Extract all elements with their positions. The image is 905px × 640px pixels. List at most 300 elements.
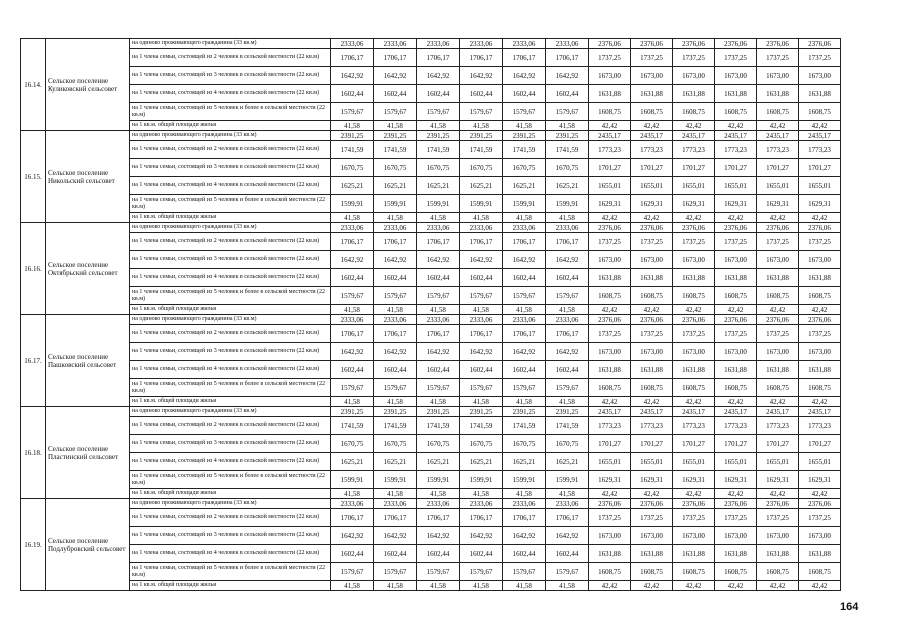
table-row [21,435,841,453]
value-cell: 1673,00 [715,251,757,269]
value-cell: 2376,06 [589,499,631,509]
value-cell: 42,42 [589,121,631,131]
table-row [21,85,841,103]
value-cell: 1579,67 [503,287,546,305]
value-cell: 1608,75 [799,287,841,305]
value-cell: 1655,01 [715,453,757,471]
value-cell: 2333,06 [331,223,374,233]
value-cell: 1631,88 [715,85,757,103]
value-cell: 1773,23 [799,141,841,159]
value-cell: 1629,31 [757,471,799,489]
value-cell: 1701,27 [631,159,673,177]
value-cell: 2333,06 [503,499,546,509]
value-cell: 1737,25 [673,509,715,527]
category-label: на 1 кв.м. общей площади жилья [130,489,331,499]
table-row [21,39,841,49]
value-cell: 1631,88 [799,545,841,563]
value-cell: 1579,67 [374,379,417,397]
category-label: на 1 члена семьи, состоящей из 3 человек в сельской местности (22 кв.м) [130,435,331,453]
value-cell: 1602,44 [331,545,374,563]
category-label: на 1 члена семьи, состоящей из 2 человек в сельской местности (22 кв.м) [130,49,331,67]
value-cell: 1602,44 [374,85,417,103]
value-cell: 1737,25 [757,509,799,527]
value-cell: 41,58 [546,489,589,499]
value-cell: 2333,06 [374,315,417,325]
value-cell: 1642,92 [417,343,460,361]
category-label: на одиноко проживающего гражданина (33 кв.м) [130,407,331,417]
value-cell: 1737,25 [799,49,841,67]
value-cell: 1670,75 [417,159,460,177]
value-cell: 2333,06 [331,499,374,509]
value-cell: 2435,17 [799,131,841,141]
value-cell: 42,42 [799,305,841,315]
value-cell: 1670,75 [374,159,417,177]
value-cell: 41,58 [503,213,546,223]
value-cell: 42,42 [715,305,757,315]
value-cell: 42,42 [799,121,841,131]
value-cell: 2391,25 [546,407,589,417]
value-cell: 1608,75 [631,103,673,121]
value-cell: 1642,92 [331,527,374,545]
value-cell: 1737,25 [631,509,673,527]
value-cell: 42,42 [757,305,799,315]
value-cell: 41,58 [546,305,589,315]
value-cell: 42,42 [631,397,673,407]
value-cell: 1701,27 [715,159,757,177]
value-cell: 1608,75 [799,563,841,581]
value-cell: 1741,59 [546,141,589,159]
category-label: на одиноко проживающего гражданина (33 кв.м) [130,499,331,509]
value-cell: 1737,25 [589,509,631,527]
value-cell: 1642,92 [417,527,460,545]
category-label: на 1 члена семьи, состоящей из 4 человек в сельской местности (22 кв.м) [130,269,331,287]
category-label: на 1 члена семьи, состоящей из 3 человек в сельской местности (22 кв.м) [130,343,331,361]
value-cell: 2333,06 [374,223,417,233]
value-cell: 2391,25 [460,131,503,141]
value-cell: 1602,44 [460,361,503,379]
category-label: на 1 члена семьи, состоящей из 5 человек и более в сельской местности (22 кв.м) [130,287,331,305]
value-cell: 1673,00 [799,251,841,269]
value-cell: 1599,91 [331,471,374,489]
value-cell: 1706,17 [503,325,546,343]
value-cell: 2333,06 [417,315,460,325]
value-cell: 1773,23 [799,417,841,435]
value-cell: 42,42 [757,397,799,407]
value-cell: 42,42 [673,397,715,407]
value-cell: 1741,59 [460,141,503,159]
value-cell: 1655,01 [757,453,799,471]
value-cell: 1642,92 [374,527,417,545]
table-row [21,223,841,233]
value-cell: 1631,88 [757,361,799,379]
value-cell: 1737,25 [589,49,631,67]
value-cell: 1579,67 [546,287,589,305]
table-row [21,233,841,251]
value-cell: 2435,17 [757,131,799,141]
value-cell: 1706,17 [417,509,460,527]
value-cell: 1602,44 [503,269,546,287]
value-cell: 1655,01 [589,177,631,195]
value-cell: 1673,00 [673,67,715,85]
table-row [21,509,841,527]
value-cell: 1642,92 [546,343,589,361]
value-cell: 1642,92 [503,67,546,85]
value-cell: 1608,75 [589,563,631,581]
value-cell: 1579,67 [460,563,503,581]
value-cell: 1670,75 [503,435,546,453]
value-cell: 1642,92 [460,343,503,361]
category-label: на одиноко проживающего гражданина (33 кв.м) [130,315,331,325]
value-cell: 41,58 [460,581,503,591]
section-index: 16.16. [21,223,46,315]
value-cell: 1599,91 [460,195,503,213]
value-cell: 41,58 [374,397,417,407]
value-cell: 41,58 [546,581,589,591]
table-row [21,251,841,269]
value-cell: 42,42 [673,213,715,223]
value-cell: 1642,92 [417,251,460,269]
value-cell: 1625,21 [503,177,546,195]
value-cell: 1670,75 [331,435,374,453]
value-cell: 1608,75 [589,379,631,397]
value-cell: 2376,06 [631,315,673,325]
value-cell: 1673,00 [589,67,631,85]
settlement-name: Сельское поселение Пашковский сельсовет [46,315,130,407]
value-cell: 1706,17 [503,233,546,251]
value-cell: 1602,44 [503,545,546,563]
value-cell: 1670,75 [374,435,417,453]
value-cell: 1602,44 [417,269,460,287]
value-cell: 1599,91 [503,471,546,489]
value-cell: 1673,00 [631,251,673,269]
value-cell: 1741,59 [417,417,460,435]
value-cell: 1670,75 [546,435,589,453]
category-label: на 1 члена семьи, состоящей из 4 человек в сельской местности (22 кв.м) [130,361,331,379]
value-cell: 1737,25 [799,509,841,527]
value-cell: 2376,06 [757,39,799,49]
value-cell: 41,58 [331,397,374,407]
value-cell: 1642,92 [460,527,503,545]
value-cell: 1602,44 [460,85,503,103]
table-row [21,471,841,489]
value-cell: 41,58 [417,121,460,131]
value-cell: 1631,88 [673,361,715,379]
value-cell: 41,58 [503,581,546,591]
value-cell: 1673,00 [631,67,673,85]
value-cell: 1599,91 [417,195,460,213]
value-cell: 2333,06 [503,223,546,233]
value-cell: 1602,44 [331,361,374,379]
category-label: на 1 члена семьи, состоящей из 4 человек в сельской местности (22 кв.м) [130,85,331,103]
value-cell: 1579,67 [417,103,460,121]
value-cell: 1625,21 [503,453,546,471]
value-cell: 2333,06 [460,39,503,49]
value-cell: 1579,67 [503,379,546,397]
page-number: 164 [840,601,859,613]
value-cell: 1625,21 [331,177,374,195]
category-label: на 1 члена семьи, состоящей из 5 человек и более в сельской местности (22 кв.м) [130,195,331,213]
value-cell: 2391,25 [460,407,503,417]
value-cell: 42,42 [673,489,715,499]
value-cell: 1629,31 [589,195,631,213]
value-cell: 1579,67 [503,563,546,581]
value-cell: 1631,88 [757,85,799,103]
category-label: на одиноко проживающего гражданина (33 кв.м) [130,131,331,141]
value-cell: 1642,92 [417,67,460,85]
value-cell: 1670,75 [331,159,374,177]
value-cell: 2391,25 [417,407,460,417]
value-cell: 2333,06 [374,499,417,509]
value-cell: 1706,17 [374,509,417,527]
value-cell: 1631,88 [757,269,799,287]
value-cell: 41,58 [546,213,589,223]
value-cell: 1579,67 [417,379,460,397]
value-cell: 1737,25 [715,325,757,343]
value-cell: 1579,67 [546,103,589,121]
value-cell: 1642,92 [331,251,374,269]
value-cell: 42,42 [715,121,757,131]
value-cell: 1670,75 [460,159,503,177]
value-cell: 41,58 [331,121,374,131]
value-cell: 2391,25 [417,131,460,141]
value-cell: 1642,92 [503,343,546,361]
table-row [21,67,841,85]
value-cell: 1599,91 [460,471,503,489]
value-cell: 1673,00 [757,527,799,545]
table-row [21,287,841,305]
value-cell: 1701,27 [799,435,841,453]
value-cell: 1673,00 [589,251,631,269]
value-cell: 1602,44 [460,269,503,287]
value-cell: 1629,31 [715,195,757,213]
value-cell: 1737,25 [757,233,799,251]
table-row [21,453,841,471]
value-cell: 41,58 [417,305,460,315]
value-cell: 1670,75 [417,435,460,453]
value-cell: 1631,88 [715,269,757,287]
value-cell: 1706,17 [374,233,417,251]
value-cell: 1579,67 [460,103,503,121]
value-cell: 1673,00 [715,67,757,85]
table-row [21,379,841,397]
value-cell: 1701,27 [673,435,715,453]
value-cell: 1737,25 [589,233,631,251]
value-cell: 41,58 [331,305,374,315]
value-cell: 1608,75 [673,287,715,305]
value-cell: 2333,06 [503,315,546,325]
value-cell: 1701,27 [589,159,631,177]
value-cell: 1706,17 [331,233,374,251]
value-cell: 1608,75 [715,103,757,121]
value-cell: 2333,06 [546,39,589,49]
section-index: 16.19. [21,499,46,591]
value-cell: 1579,67 [546,379,589,397]
value-cell: 1701,27 [589,435,631,453]
value-cell: 1741,59 [331,417,374,435]
value-cell: 41,58 [460,213,503,223]
value-cell: 1706,17 [460,509,503,527]
category-label: на 1 члена семьи, состоящей из 3 человек в сельской местности (22 кв.м) [130,527,331,545]
value-cell: 1773,23 [631,417,673,435]
value-cell: 1608,75 [631,287,673,305]
value-cell: 1642,92 [503,527,546,545]
value-cell: 1579,67 [546,563,589,581]
value-cell: 1706,17 [417,325,460,343]
category-label: на 1 члена семьи, состоящей из 5 человек и более в сельской местности (22 кв.м) [130,563,331,581]
value-cell: 1579,67 [460,287,503,305]
value-cell: 1773,23 [757,417,799,435]
value-cell: 1579,67 [503,103,546,121]
value-cell: 1631,88 [799,269,841,287]
value-cell: 1741,59 [417,141,460,159]
value-cell: 1737,25 [589,325,631,343]
value-cell: 1706,17 [503,509,546,527]
value-cell: 1655,01 [589,453,631,471]
value-cell: 1673,00 [631,343,673,361]
settlement-name: Сельское поселение Октябрьский сельсовет [46,223,130,315]
value-cell: 1701,27 [673,159,715,177]
value-cell: 1625,21 [331,453,374,471]
value-cell: 42,42 [673,581,715,591]
value-cell: 1642,92 [546,527,589,545]
value-cell: 42,42 [631,121,673,131]
table-row [21,489,841,499]
value-cell: 1629,31 [589,471,631,489]
value-cell: 41,58 [374,121,417,131]
table-row [21,195,841,213]
value-cell: 1655,01 [799,453,841,471]
category-label: на одиноко проживающего гражданина (33 кв.м) [130,223,331,233]
value-cell: 1773,23 [673,417,715,435]
value-cell: 1706,17 [331,325,374,343]
value-cell: 2435,17 [673,407,715,417]
value-cell: 42,42 [589,397,631,407]
value-cell: 1673,00 [799,67,841,85]
value-cell: 1631,88 [799,361,841,379]
value-cell: 1602,44 [374,361,417,379]
value-cell: 41,58 [374,581,417,591]
category-label: на 1 члена семьи, состоящей из 5 человек и более в сельской местности (22 кв.м) [130,103,331,121]
category-label: на 1 члена семьи, состоящей из 2 человек в сельской местности (22 кв.м) [130,417,331,435]
value-cell: 1673,00 [715,343,757,361]
value-cell: 1706,17 [546,233,589,251]
value-cell: 1673,00 [631,527,673,545]
value-cell: 1737,25 [673,49,715,67]
category-label: на 1 члена семьи, состоящей из 4 человек в сельской местности (22 кв.м) [130,453,331,471]
category-label: на 1 члена семьи, состоящей из 2 человек в сельской местности (22 кв.м) [130,509,331,527]
value-cell: 1773,23 [757,141,799,159]
value-cell: 1673,00 [757,251,799,269]
value-cell: 42,42 [673,121,715,131]
value-cell: 1706,17 [460,325,503,343]
table-row [21,407,841,417]
value-cell: 1602,44 [503,85,546,103]
value-cell: 1773,23 [589,141,631,159]
value-cell: 2376,06 [673,223,715,233]
value-cell: 1706,17 [460,233,503,251]
value-cell: 1706,17 [546,509,589,527]
value-cell: 1579,67 [374,287,417,305]
value-cell: 1741,59 [460,417,503,435]
value-cell: 1629,31 [799,195,841,213]
value-cell: 1599,91 [546,195,589,213]
value-cell: 1608,75 [757,103,799,121]
value-cell: 2333,06 [331,39,374,49]
value-cell: 1608,75 [673,379,715,397]
value-cell: 1773,23 [589,417,631,435]
value-cell: 1706,17 [374,325,417,343]
value-cell: 1631,88 [589,361,631,379]
value-cell: 42,42 [757,121,799,131]
value-cell: 1737,25 [715,49,757,67]
value-cell: 2376,06 [673,499,715,509]
section-index: 16.17. [21,315,46,407]
value-cell: 1706,17 [546,325,589,343]
value-cell: 1625,21 [374,177,417,195]
value-cell: 1579,67 [417,287,460,305]
value-cell: 2333,06 [503,39,546,49]
value-cell: 1602,44 [503,361,546,379]
value-cell: 2333,06 [331,315,374,325]
value-cell: 2391,25 [374,131,417,141]
value-cell: 1599,91 [374,195,417,213]
value-cell: 41,58 [546,121,589,131]
value-cell: 2391,25 [374,407,417,417]
value-cell: 1579,67 [331,287,374,305]
value-cell: 1701,27 [799,159,841,177]
value-cell: 2333,06 [460,499,503,509]
value-cell: 1629,31 [799,471,841,489]
value-cell: 2391,25 [331,131,374,141]
value-cell: 1602,44 [546,545,589,563]
value-cell: 1706,17 [546,49,589,67]
value-cell: 1642,92 [374,251,417,269]
value-cell: 1629,31 [631,471,673,489]
value-cell: 2376,06 [799,315,841,325]
value-cell: 1655,01 [631,453,673,471]
value-cell: 1608,75 [589,103,631,121]
value-cell: 1741,59 [331,141,374,159]
value-cell: 1579,67 [374,563,417,581]
value-cell: 1631,88 [589,545,631,563]
category-label: на 1 члена семьи, состоящей из 3 человек в сельской местности (22 кв.м) [130,67,331,85]
value-cell: 1655,01 [799,177,841,195]
value-cell: 1773,23 [715,141,757,159]
value-cell: 1655,01 [673,177,715,195]
value-cell: 1741,59 [503,141,546,159]
value-cell: 1773,23 [631,141,673,159]
value-cell: 1608,75 [799,103,841,121]
value-cell: 1602,44 [546,269,589,287]
value-cell: 41,58 [331,489,374,499]
value-cell: 2391,25 [503,131,546,141]
value-cell: 1625,21 [374,453,417,471]
settlement-name: Сельское поселение Куликовский сельсовет [46,39,130,131]
value-cell: 1631,88 [589,269,631,287]
value-cell: 2376,06 [757,223,799,233]
value-cell: 2391,25 [503,407,546,417]
value-cell: 1608,75 [589,287,631,305]
value-cell: 41,58 [460,397,503,407]
value-cell: 1629,31 [673,195,715,213]
value-cell: 2435,17 [799,407,841,417]
value-cell: 1737,25 [715,233,757,251]
value-cell: 1741,59 [546,417,589,435]
table-row [21,213,841,223]
table-row [21,361,841,379]
value-cell: 1642,92 [460,251,503,269]
value-cell: 1642,92 [374,343,417,361]
